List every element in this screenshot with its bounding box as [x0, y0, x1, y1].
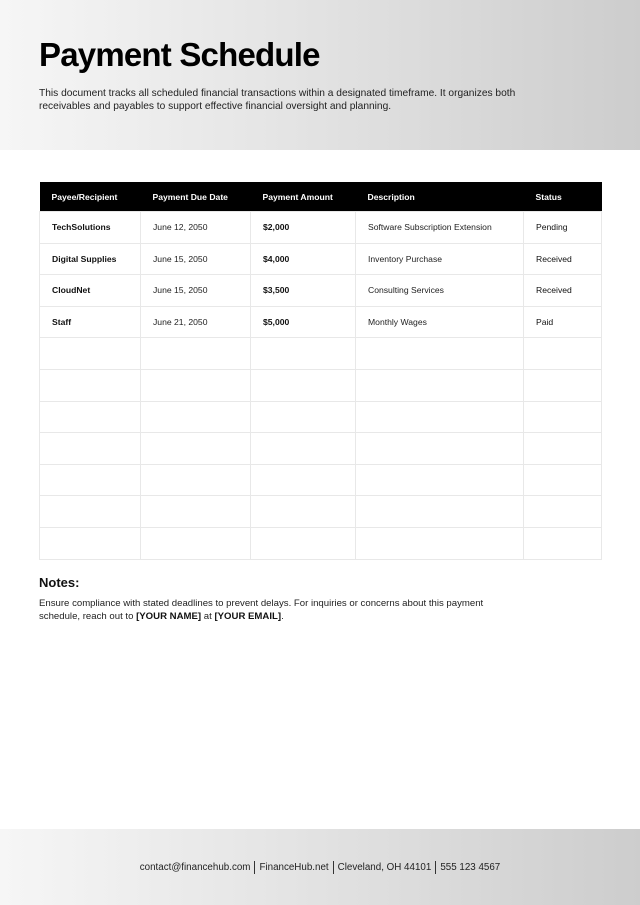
divider	[254, 861, 255, 874]
table-row	[40, 275, 602, 307]
amount-cell: $4,000	[251, 243, 356, 275]
column-header-payee: Payee/Recipient	[40, 182, 141, 212]
due-date-cell: June 12, 2050	[141, 212, 251, 244]
intro-text: This document tracks all scheduled financial transactions within a designated timeframe. It organizes both receivables and payables to support effective financial oversight and planning.	[39, 88, 516, 112]
empty-table-row	[40, 464, 602, 496]
empty-table-row	[40, 369, 602, 401]
divider	[333, 861, 334, 874]
notes-text: Ensure compliance with stated deadlines to prevent delays. For inquiries or concerns about this payment schedule, reach out to [YOUR NAME] at [YOUR EMAIL].	[39, 598, 484, 622]
table-row	[40, 212, 602, 244]
table-row	[40, 243, 602, 275]
header-banner	[0, 0, 640, 150]
empty-table-row	[40, 527, 602, 559]
column-header-due-date: Payment Due Date	[141, 182, 251, 212]
column-header-amount: Payment Amount	[251, 182, 356, 212]
amount-cell: $2,000	[251, 212, 356, 244]
email-placeholder: [YOUR EMAIL]	[214, 610, 282, 622]
empty-table-row	[40, 338, 602, 370]
empty-table-row	[40, 496, 602, 528]
description-cell: Software Subscription Extension	[356, 212, 524, 244]
payee-cell: TechSolutions	[40, 212, 141, 244]
amount-cell: $3,500	[251, 275, 356, 307]
empty-table-row	[40, 401, 602, 433]
name-placeholder: [YOUR NAME]	[136, 610, 202, 622]
table-header-row	[40, 182, 602, 212]
description-cell: Consulting Services	[356, 275, 524, 307]
payee-cell: Staff	[40, 306, 141, 338]
amount-cell: $5,000	[251, 306, 356, 338]
footer-phone: 555 123 4567	[440, 862, 501, 874]
status-cell: Pending	[524, 212, 602, 244]
due-date-cell: June 21, 2050	[141, 306, 251, 338]
footer-website: FinanceHub.net	[259, 862, 329, 874]
footer-contact	[0, 861, 640, 874]
status-cell: Paid	[524, 306, 602, 338]
due-date-cell: June 15, 2050	[141, 275, 251, 307]
status-cell: Received	[524, 243, 602, 275]
divider	[435, 861, 436, 874]
column-header-description: Description	[356, 182, 524, 212]
notes-heading: Notes:	[39, 575, 80, 590]
description-cell: Inventory Purchase	[356, 243, 524, 275]
column-header-status: Status	[524, 182, 602, 212]
table-row	[40, 306, 602, 338]
payee-cell: CloudNet	[40, 275, 141, 307]
description-cell: Monthly Wages	[356, 306, 524, 338]
page-title: Payment Schedule	[39, 36, 320, 73]
empty-table-row	[40, 433, 602, 465]
footer	[0, 829, 640, 905]
payee-cell: Digital Supplies	[40, 243, 141, 275]
payment-table	[39, 182, 602, 560]
due-date-cell: June 15, 2050	[141, 243, 251, 275]
footer-address: Cleveland, OH 44101	[337, 862, 432, 874]
status-cell: Received	[524, 275, 602, 307]
footer-email: contact@financehub.com	[139, 862, 251, 874]
